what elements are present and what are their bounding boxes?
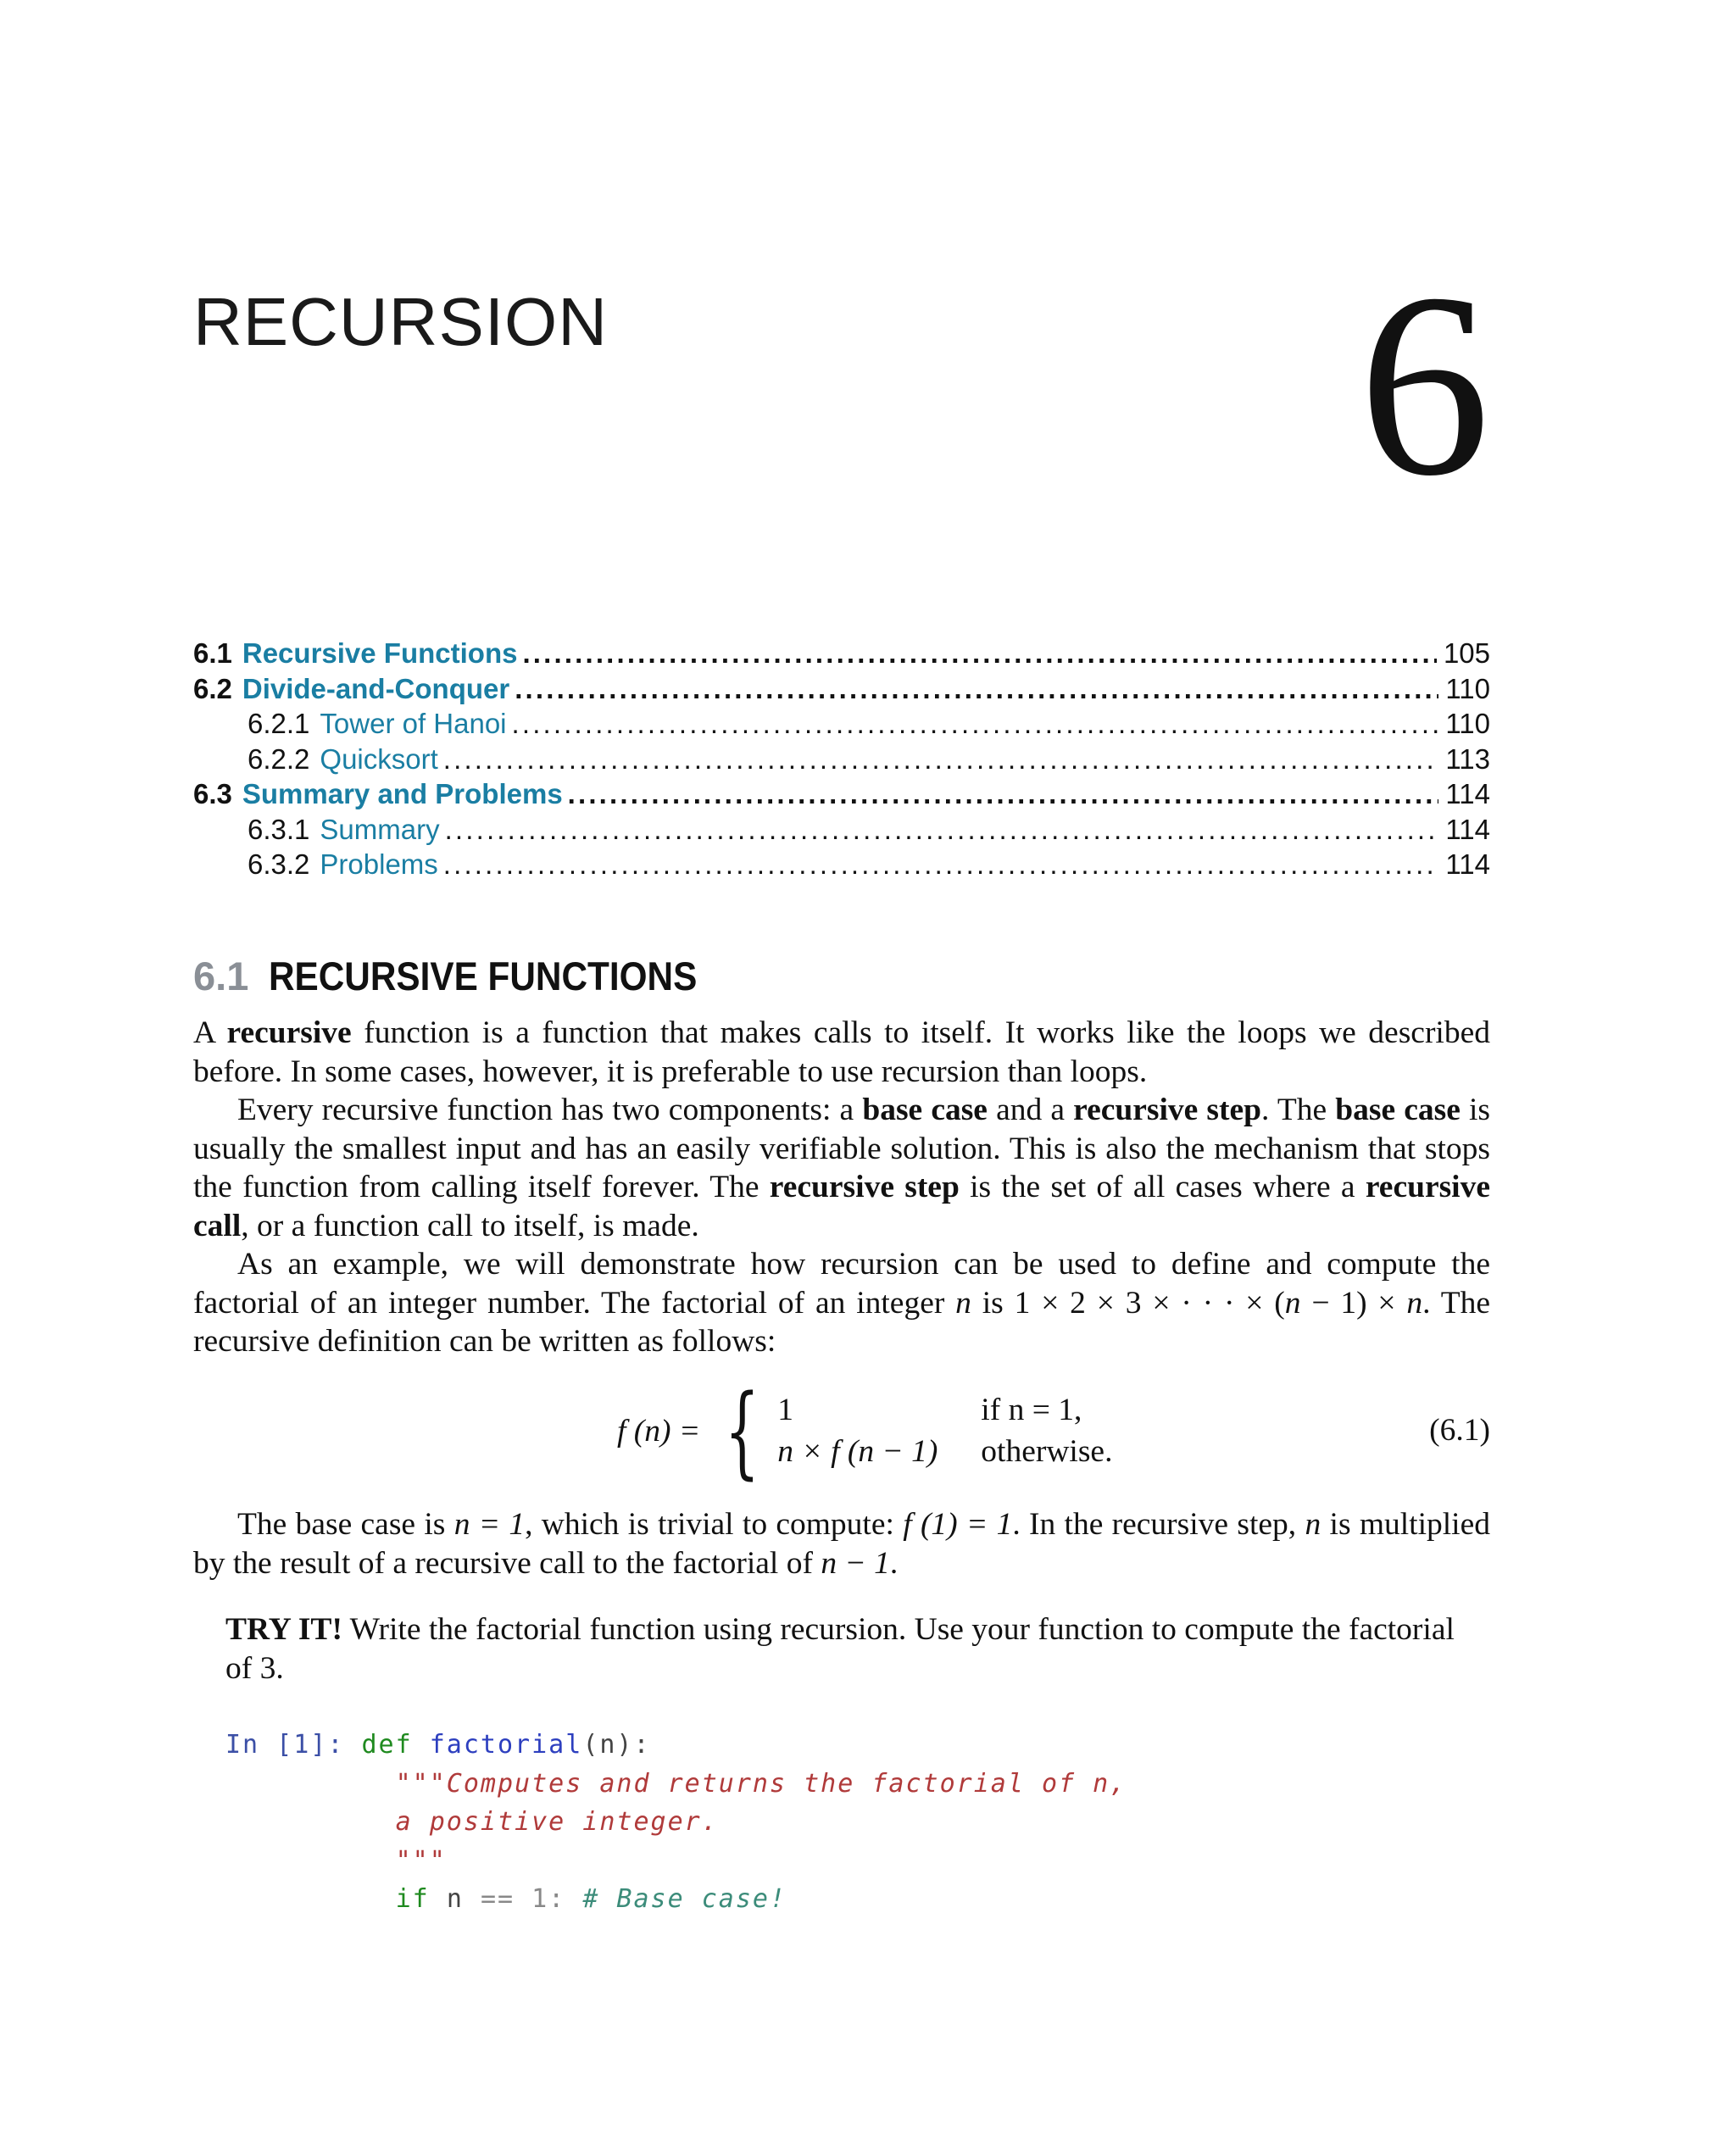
toc-entry[interactable]: [193, 743, 1490, 779]
equation-label: (6.1): [1429, 1413, 1490, 1448]
toc-page: 114: [1445, 813, 1490, 845]
toc-link[interactable]: Problems: [320, 848, 438, 880]
try-it-label: TRY IT!: [225, 1612, 342, 1647]
cell-prompt: In [1]:: [225, 1730, 345, 1760]
toc-number: 6.2.1: [248, 708, 310, 739]
code-line: In [1]: def factorial(n):: [225, 1730, 651, 1760]
toc-number: 6.2: [193, 672, 232, 704]
toc-leader: [445, 814, 1439, 846]
toc-leader: [522, 637, 1436, 670]
code-line: """: [395, 1845, 447, 1876]
case-condition: otherwise.: [981, 1434, 1113, 1469]
chapter-number: 6: [1359, 240, 1490, 531]
brace-icon: {: [725, 1372, 760, 1489]
case-value: n × f (n − 1): [777, 1434, 938, 1469]
code-line: """Computes and returns the factorial of n,: [395, 1768, 1127, 1799]
toc-leader: [512, 708, 1439, 740]
toc-link[interactable]: Recursive Functions: [242, 637, 518, 669]
paragraph: As an example, we will demonstrate how recursion can be used to define and compute the factorial of an integer number. The factorial of an integer n is 1 × 2 × 3 × · · · × (n − 1) × n. The recursive definition can be written as follows:: [193, 1247, 1490, 1359]
toc-number: 6.3: [193, 778, 232, 809]
section-title: RECURSIVE FUNCTIONS: [269, 954, 698, 998]
table-of-contents: [193, 637, 1490, 884]
case-value: 1: [777, 1393, 794, 1427]
toc-number: 6.3.1: [248, 813, 310, 845]
try-it-box: [225, 1610, 1472, 1688]
equation-lhs: f (n) =: [617, 1413, 701, 1449]
paragraph: A recursive function is a function that makes calls to itself. It works like the loops we described before. In some cases, however, it is preferable to use recursion than loops.: [193, 1015, 1490, 1089]
toc-entry[interactable]: [193, 708, 1490, 743]
equation-cases: [777, 1392, 1112, 1470]
toc-number: 6.2.2: [248, 742, 310, 775]
toc-page: 113: [1445, 742, 1490, 775]
code-line: a positive integer.: [395, 1807, 719, 1837]
toc-page: 110: [1445, 708, 1490, 739]
paragraph: The base case is n = 1, which is trivial to compute: f (1) = 1. In the recursive step, n is multiplied by the result of a recursive call to the factorial of n − 1.: [193, 1507, 1490, 1581]
toc-leader: [443, 848, 1439, 881]
paragraph: Every recursive function has two components: a base case and a recursive step. The base case is usually the smallest input and has an easily verifiable solution. This is also the mechanism that stops the function from calling itself forever. The recursive step is the set of all cases where a recursive call, or a function call to itself, is made.: [193, 1093, 1491, 1243]
toc-page: 105: [1443, 637, 1490, 669]
code-cell[interactable]: [225, 1726, 1472, 1919]
toc-leader: [443, 743, 1439, 776]
chapter-title: RECURSION: [193, 284, 609, 359]
section-heading: [193, 956, 745, 996]
equation-6-1: [193, 1372, 1490, 1489]
toc-entry[interactable]: [193, 814, 1490, 849]
body-text: [193, 1505, 1490, 1582]
toc-number: 6.1: [193, 637, 232, 669]
try-it-text: Write the factorial function using recursion. Use your function to compute the factorial of 3.: [225, 1612, 1455, 1686]
toc-entry[interactable]: [193, 637, 1490, 673]
toc-link[interactable]: Summary: [320, 813, 440, 845]
toc-link[interactable]: Summary and Problems: [242, 778, 563, 809]
toc-link[interactable]: Quicksort: [320, 742, 438, 775]
code-line: if n == 1: # Base case!: [395, 1884, 787, 1914]
section-number: 6.1: [193, 954, 249, 998]
toc-page: 114: [1445, 848, 1490, 880]
case-condition: if n = 1,: [981, 1393, 1082, 1427]
toc-link[interactable]: Divide-and-Conquer: [242, 672, 510, 704]
toc-link[interactable]: Tower of Hanoi: [320, 708, 507, 739]
toc-page: 110: [1445, 672, 1490, 704]
toc-entry[interactable]: [193, 848, 1490, 884]
toc-leader: [515, 673, 1438, 705]
toc-number: 6.3.2: [248, 848, 310, 880]
body-text: [193, 1014, 1490, 1361]
toc-leader: [568, 778, 1439, 810]
toc-entry[interactable]: [193, 673, 1490, 709]
toc-entry[interactable]: [193, 778, 1490, 814]
toc-page: 114: [1445, 778, 1490, 809]
